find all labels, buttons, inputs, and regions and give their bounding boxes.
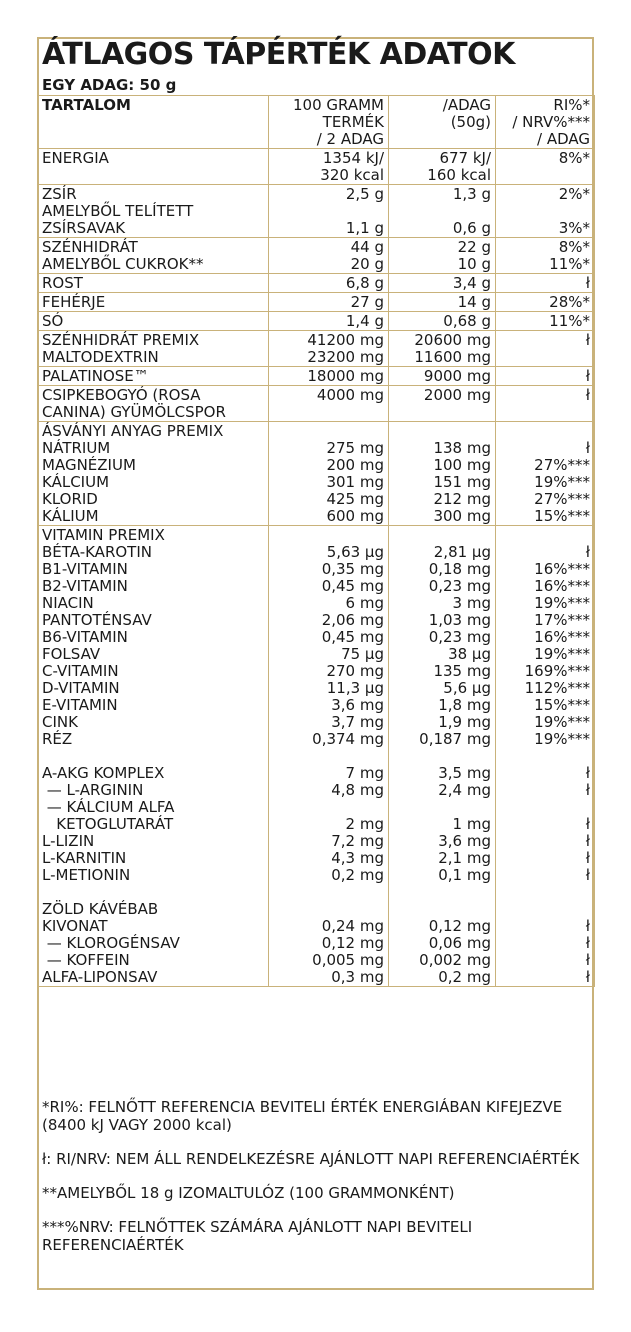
row-label: SZÉNHIDRÁT PREMIX MALTODEXTRIN — [38, 331, 269, 367]
row-label: ÁSVÁNYI ANYAG PREMIX NÁTRIUM MAGNÉZIUM KÁLCIUM KLORID KÁLIUM — [38, 422, 269, 526]
row-value: 9000 mg — [389, 367, 496, 386]
footnote-ri: *RI%: FELNŐTT REFERENCIA BEVITELI ÉRTÉK ENERGIÁBAN KIFEJEZVE (8400 kJ VAGY 2000 kcal) — [42, 1098, 563, 1134]
table-row — [38, 185, 595, 238]
table-row — [38, 526, 595, 987]
table-row — [38, 238, 595, 274]
row-value: 20600 mg 11600 mg — [389, 331, 496, 367]
footnote-isomaltulose: **AMELYBŐL 18 g IZOMALTULÓZ (100 GRAMMONKÉNT) — [42, 1184, 455, 1202]
row-value: 3,4 g — [389, 274, 496, 293]
table-header-row — [38, 96, 595, 149]
row-value: 4000 mg — [269, 386, 389, 422]
row-label: CSIPKEBOGYÓ (ROSA CANINA) GYÜMÖLCSPOR — [38, 386, 269, 422]
row-value: 5,63 µg 0,35 mg 0,45 mg 6 mg 2,06 mg 0,45 mg 75 µg 270 mg 11,3 µg 3,6 mg 3,7 mg 0,374 mg 7 mg 4,8 mg 2 mg 7,2 mg 4,3 mg 0,2 mg 0,24 mg 0,12 mg 0,005 mg 0,3 mg — [269, 526, 389, 987]
row-value: 2000 mg — [389, 386, 496, 422]
table-row — [38, 274, 595, 293]
row-value: ł — [496, 386, 595, 422]
row-value: 0,68 g — [389, 312, 496, 331]
row-value: ł 27%*** 19%*** 27%*** 15%*** — [496, 422, 595, 526]
row-value: 41200 mg 23200 mg — [269, 331, 389, 367]
row-label: SZÉNHIDRÁT AMELYBŐL CUKROK** — [38, 238, 269, 274]
row-value: 44 g 20 g — [269, 238, 389, 274]
row-value: 1,4 g — [269, 312, 389, 331]
row-value: 275 mg 200 mg 301 mg 425 mg 600 mg — [269, 422, 389, 526]
row-value: ł — [496, 367, 595, 386]
row-value: 1354 kJ/ 320 kcal — [269, 149, 389, 185]
row-label: SÓ — [38, 312, 269, 331]
table-row — [38, 149, 595, 185]
table-row — [38, 422, 595, 526]
table-row — [38, 293, 595, 312]
row-value: 28%* — [496, 293, 595, 312]
row-label: FEHÉRJE — [38, 293, 269, 312]
row-value: 11%* — [496, 312, 595, 331]
row-value: 1,3 g 0,6 g — [389, 185, 496, 238]
row-value: 22 g 10 g — [389, 238, 496, 274]
serving-size: EGY ADAG: 50 g — [42, 76, 177, 94]
row-value: 8%* 11%* — [496, 238, 595, 274]
row-value: ł — [496, 274, 595, 293]
row-value: 677 kJ/ 160 kcal — [389, 149, 496, 185]
row-value: ł 16%*** 16%*** 19%*** 17%*** 16%*** 19%*** 169%*** 112%*** 15%*** 19%*** 19%*** ł ł ł ł ł ł ł ł ł ł — [496, 526, 595, 987]
row-value: 6,8 g — [269, 274, 389, 293]
row-label: ROST — [38, 274, 269, 293]
row-value: 2,81 µg 0,18 mg 0,23 mg 3 mg 1,03 mg 0,23 mg 38 µg 135 mg 5,6 µg 1,8 mg 1,9 mg 0,187 mg 3,5 mg 2,4 mg 1 mg 3,6 mg 2,1 mg 0,1 mg 0,12 mg 0,06 mg 0,002 mg 0,2 mg — [389, 526, 496, 987]
row-label: ZSÍR AMELYBŐL TELÍTETT ZSÍRSAVAK — [38, 185, 269, 238]
footnote-no-reference: ł: RI/NRV: NEM ÁLL RENDELKEZÉSRE AJÁNLOTT NAPI REFERENCIAÉRTÉK — [42, 1150, 580, 1168]
row-value: 2,5 g 1,1 g — [269, 185, 389, 238]
table-row — [38, 386, 595, 422]
table-row — [38, 367, 595, 386]
row-value: 2%* 3%* — [496, 185, 595, 238]
row-value: 8%* — [496, 149, 595, 185]
row-value: 27 g — [269, 293, 389, 312]
column-header: /ADAG (50g) — [389, 96, 496, 149]
row-label: VITAMIN PREMIX BÉTA-KAROTIN B1-VITAMIN B2-VITAMIN NIACIN PANTOTÉNSAV B6-VITAMIN FOLSAV C-VITAMIN D-VITAMIN E-VITAMIN CINK RÉZ A-AKG KOMPLEX — L-ARGININ — KÁLCIUM ALFA KETOGLUTARÁT L-LIZIN L-KARNITIN L-METIONIN ZÖLD KÁVÉBAB KIVONAT — KLOROGÉNSAV — KOFFEIN ALFA-LIPONSAV — [38, 526, 269, 987]
footnotes — [42, 1098, 592, 1270]
column-header: RI%* / NRV%*** / ADAG — [496, 96, 595, 149]
footnote-nrv: ***%NRV: FELNŐTTEK SZÁMÁRA AJÁNLOTT NAPI BEVITELI REFERENCIAÉRTÉK — [42, 1218, 473, 1254]
row-value: 138 mg 100 mg 151 mg 212 mg 300 mg — [389, 422, 496, 526]
row-value: ł — [496, 331, 595, 367]
column-header: 100 GRAMM TERMÉK / 2 ADAG — [269, 96, 389, 149]
nutrition-table — [37, 95, 595, 987]
row-label: ENERGIA — [38, 149, 269, 185]
row-label: PALATINOSE™ — [38, 367, 269, 386]
page-title: ÁTLAGOS TÁPÉRTÉK ADATOK — [42, 37, 515, 72]
row-value: 18000 mg — [269, 367, 389, 386]
row-value: 14 g — [389, 293, 496, 312]
table-row — [38, 331, 595, 367]
column-header: TARTALOM — [38, 96, 269, 149]
table-row — [38, 312, 595, 331]
